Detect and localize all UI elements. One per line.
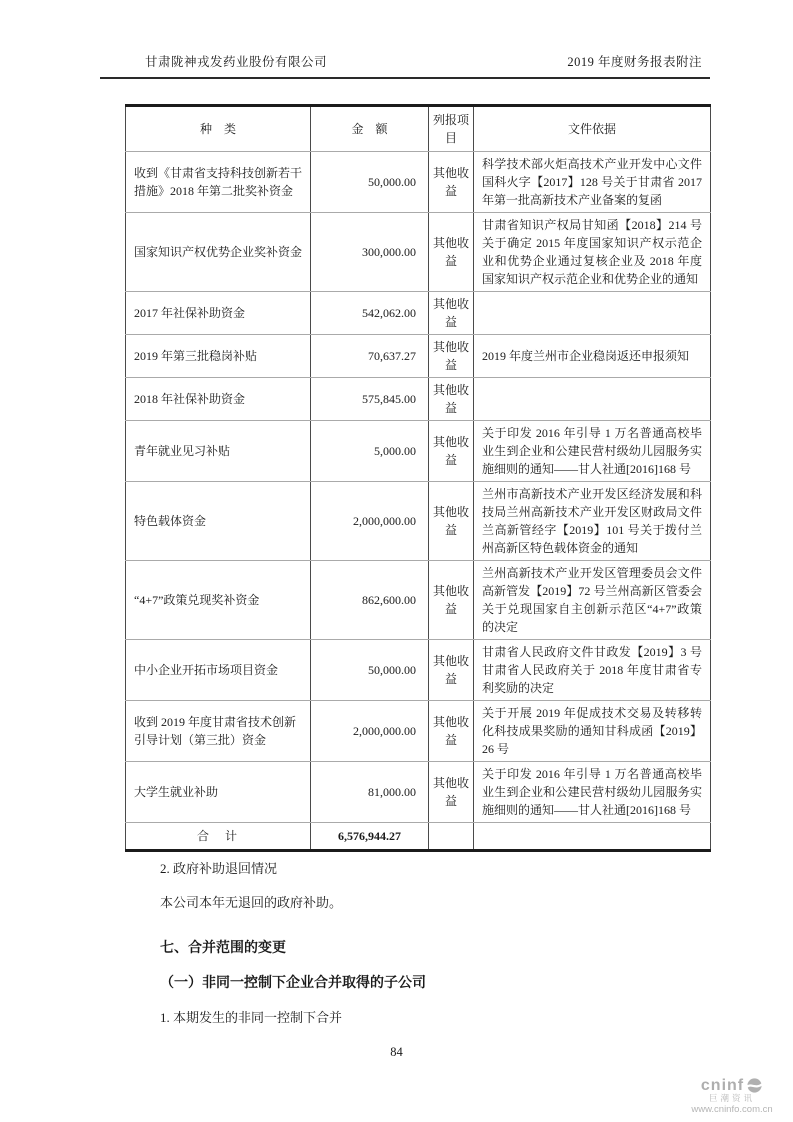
- total-basis-cell: [474, 823, 711, 851]
- cninfo-swirl-icon: [746, 1077, 763, 1094]
- table-footer-row: [126, 823, 711, 851]
- cell-category: 国家知识产权优势企业奖补资金: [126, 213, 311, 292]
- table-row: [126, 292, 711, 335]
- cell-amount: 2,000,000.00: [311, 701, 429, 762]
- cninfo-brand-row: [676, 1077, 788, 1095]
- table-row: [126, 640, 711, 701]
- cell-category: 收到《甘肃省支持科技创新若干措施》2018 年第二批奖补资金: [126, 152, 311, 213]
- cell-item: 其他收益: [429, 292, 474, 335]
- paragraph-subsidy-return: 2. 政府补助退回情况: [160, 861, 278, 876]
- body-text-block: [160, 860, 710, 1027]
- cell-item: 其他收益: [429, 762, 474, 823]
- cell-amount: 542,062.00: [311, 292, 429, 335]
- cell-item: 其他收益: [429, 640, 474, 701]
- company-name: 甘肃陇神戎发药业股份有限公司: [145, 55, 328, 69]
- table-row: [126, 561, 711, 640]
- page-number: 84: [390, 1045, 403, 1059]
- cell-category: 中小企业开拓市场项目资金: [126, 640, 311, 701]
- cell-category: 特色载体资金: [126, 482, 311, 561]
- total-item-cell: [429, 823, 474, 851]
- column-header-amount: 金 额: [311, 106, 429, 152]
- cell-item: 其他收益: [429, 152, 474, 213]
- table-row: [126, 213, 711, 292]
- table-row: [126, 762, 711, 823]
- cell-basis: 兰州市高新技术产业开发区经济发展和科技局兰州高新技术产业开发区财政局文件兰高新管经字【2019】101 号关于拨付兰州高新区特色载体资金的通知: [474, 482, 711, 561]
- column-header-basis: 文件依据: [474, 106, 711, 152]
- cninfo-brand-text: cninf: [700, 1076, 745, 1094]
- cell-basis: 甘肃省知识产权局甘知函【2018】214 号关于确定 2015 年度国家知识产权示范企业和优势企业通过复核企业及 2018 年度国家知识产权示范企业和优势企业的通知: [474, 213, 711, 292]
- cell-amount: 5,000.00: [311, 421, 429, 482]
- table-row: [126, 378, 711, 421]
- cell-amount: 575,845.00: [311, 378, 429, 421]
- cell-category: 2017 年社保补助资金: [126, 292, 311, 335]
- cell-basis: 科学技术部火炬高技术产业开发中心文件国科火字【2017】128 号关于甘肃省 2017 年第一批高新技术产业备案的复函: [474, 152, 711, 213]
- paragraph-no-return: 本公司本年无退回的政府补助。: [160, 895, 343, 910]
- cninfo-url: www.cninfo.com.cn: [691, 1103, 773, 1115]
- subsidy-table-wrap: [125, 104, 710, 852]
- cell-basis: 关于印发 2016 年引导 1 万名普通高校毕业生到企业和公建民营村级幼儿园服务实施细则的通知——甘人社通[2016]168 号: [474, 762, 711, 823]
- cell-item: 其他收益: [429, 482, 474, 561]
- cell-basis: 兰州高新技术产业开发区管理委员会文件高新管发【2019】72 号兰州高新区管委会关于兑现国家自主创新示范区“4+7”政策的决定: [474, 561, 711, 640]
- cell-item: 其他收益: [429, 421, 474, 482]
- table-header-row: [126, 106, 711, 152]
- cell-category: 2018 年社保补助资金: [126, 378, 311, 421]
- total-amount: 6,576,944.27: [311, 823, 429, 851]
- document-title: 2019 年度财务报表附注: [567, 55, 702, 69]
- cell-category: 青年就业见习补贴: [126, 421, 311, 482]
- column-header-item: 列报项目: [429, 106, 474, 152]
- cell-item: 其他收益: [429, 561, 474, 640]
- cell-item: 其他收益: [429, 213, 474, 292]
- cell-item: 其他收益: [429, 701, 474, 762]
- cninfo-chinese-name: 巨潮资讯: [708, 1093, 755, 1104]
- cell-item: 其他收益: [429, 335, 474, 378]
- cell-amount: 50,000.00: [311, 640, 429, 701]
- section-heading-consolidation-scope: 七、合并范围的变更: [160, 941, 286, 956]
- cell-category: 收到 2019 年度甘肃省技术创新引导计划（第三批）资金: [126, 701, 311, 762]
- cell-basis: 2019 年度兰州市企业稳岗返还申报须知: [474, 335, 711, 378]
- cell-basis: [474, 292, 711, 335]
- column-header-category: 种 类: [126, 106, 311, 152]
- running-header: [100, 52, 710, 79]
- cell-basis: 甘肃省人民政府文件甘政发【2019】3 号甘肃省人民政府关于 2018 年度甘肃省专利奖励的决定: [474, 640, 711, 701]
- cell-amount: 300,000.00: [311, 213, 429, 292]
- cell-category: “4+7”政策兑现奖补资金: [126, 561, 311, 640]
- paragraph-current-period-merger: 1. 本期发生的非同一控制下合并: [160, 1010, 343, 1025]
- table-row: [126, 482, 711, 561]
- cell-amount: 2,000,000.00: [311, 482, 429, 561]
- cell-basis: 关于开展 2019 年促成技术交易及转移转化科技成果奖励的通知甘科成函【2019】26 号: [474, 701, 711, 762]
- table-row: [126, 421, 711, 482]
- sub-heading-non-common-control: （一）非同一控制下企业合并取得的子公司: [160, 976, 426, 991]
- cninfo-watermark: [676, 1077, 788, 1115]
- cell-amount: 81,000.00: [311, 762, 429, 823]
- cell-category: 大学生就业补助: [126, 762, 311, 823]
- table-row: [126, 701, 711, 762]
- table-row: [126, 152, 711, 213]
- cell-amount: 50,000.00: [311, 152, 429, 213]
- total-label: 合 计: [126, 823, 311, 851]
- cell-item: 其他收益: [429, 378, 474, 421]
- cell-amount: 70,637.27: [311, 335, 429, 378]
- cell-category: 2019 年第三批稳岗补贴: [126, 335, 311, 378]
- cell-amount: 862,600.00: [311, 561, 429, 640]
- table-body: [126, 152, 711, 823]
- table-row: [126, 335, 711, 378]
- government-subsidy-table: [125, 104, 711, 852]
- cell-basis: [474, 378, 711, 421]
- cell-basis: 关于印发 2016 年引导 1 万名普通高校毕业生到企业和公建民营村级幼儿园服务实施细则的通知——甘人社通[2016]168 号: [474, 421, 711, 482]
